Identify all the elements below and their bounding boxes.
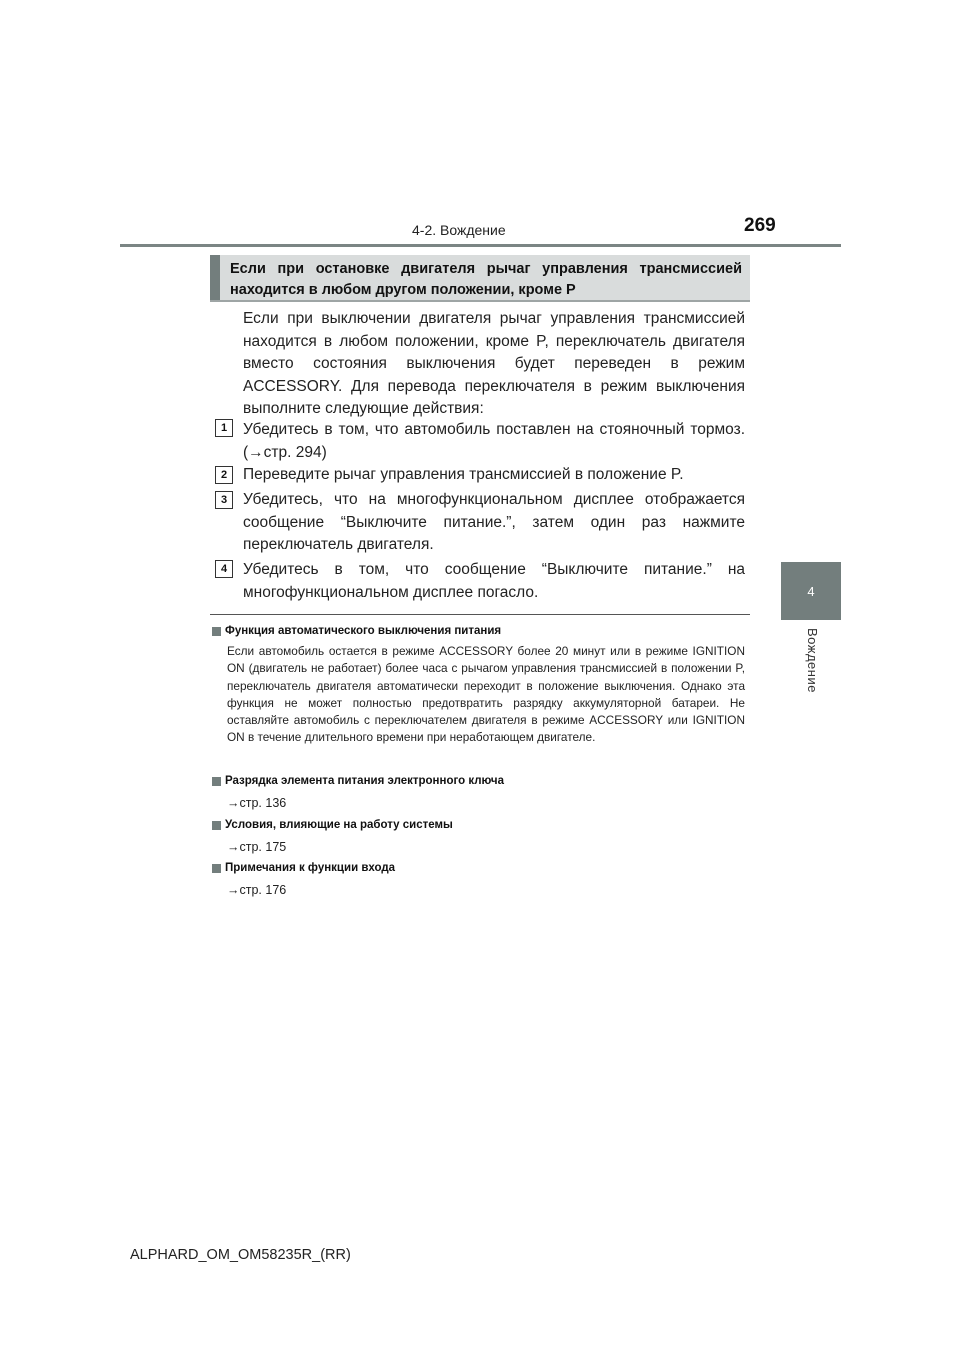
intro-paragraph: Если при выключении двигателя рычаг управления трансмиссией находится в любом положении, кроме P, переключатель двигателя вместо состояния выключения будет переведен в режим ACCESSORY. Для перевода переключателя в режим выключения выполните следующие действия: — [243, 310, 745, 417]
square-bullet-icon — [212, 864, 221, 873]
section-heading-text: Если при остановке двигателя рычаг управления трансмиссией находится в любом другом положении, кроме P — [230, 261, 742, 298]
step-number-4: 4 — [215, 560, 233, 578]
page-number: 269 — [744, 215, 776, 236]
note-ref-2: →стр. 136 — [227, 796, 287, 810]
square-bullet-icon — [212, 777, 221, 786]
step-number-1: 1 — [215, 419, 233, 437]
note-title-3 — [212, 819, 453, 831]
header-section-title: 4-2. Вождение — [412, 222, 506, 238]
step-text-4: Убедитесь в том, что сообщение “Выключите питание.” на многофункциональном дисплее погасло. — [243, 561, 745, 601]
note-title-text: Функция автоматического выключения питания — [225, 625, 502, 637]
header-rule — [120, 244, 841, 247]
section-divider — [210, 614, 750, 615]
note-ref-4: →стр. 176 — [227, 883, 287, 897]
document-code: ALPHARD_OM_OM58235R_(RR) — [130, 1247, 351, 1263]
square-bullet-icon — [212, 821, 221, 830]
chapter-tab-number: 4 — [807, 583, 815, 599]
chapter-tab-label: Вождение — [805, 628, 820, 693]
section-heading — [210, 255, 750, 302]
chapter-tab — [781, 562, 841, 620]
note-body-1: Если автомобиль остается в режиме ACCESSORY более 20 минут или в режиме IGNITION ON (двигатель не работает) более часа с рычагом управления трансмиссией в положении P, переключатель двигателя автоматически переходит в положение выключения. Однако эта функция не может полностью предотвратить разрядку аккумуляторной батареи. Не оставляйте автомобиль с переключателем двигателя в режиме ACCESSORY или IGNITION ON в течение длительного времени при неработающем двигателе. — [227, 644, 745, 745]
step-text-3: Убедитесь, что на многофункциональном дисплее отображается сообщение “Выключите питание.”, затем один раз нажмите переключатель двигателя. — [243, 491, 745, 553]
step-number-3: 3 — [215, 491, 233, 509]
note-title-text: Примечания к функции входа — [225, 862, 396, 874]
step-text-2: Переведите рычаг управления трансмиссией в положение P. — [243, 466, 684, 483]
chapter-tab-label-box — [784, 628, 838, 698]
step-number-2: 2 — [215, 466, 233, 484]
note-title-text: Разрядка элемента питания электронного ключа — [225, 775, 504, 787]
note-title-text: Условия, влияющие на работу системы — [225, 819, 453, 831]
note-title-4 — [212, 862, 395, 874]
square-bullet-icon — [212, 627, 221, 636]
note-ref-3: →стр. 175 — [227, 840, 287, 854]
note-title-1 — [212, 625, 501, 637]
step-text-1: Убедитесь в том, что автомобиль поставлен на стояночный тормоз. (→стр. 294) — [243, 421, 745, 461]
note-title-2 — [212, 775, 504, 787]
